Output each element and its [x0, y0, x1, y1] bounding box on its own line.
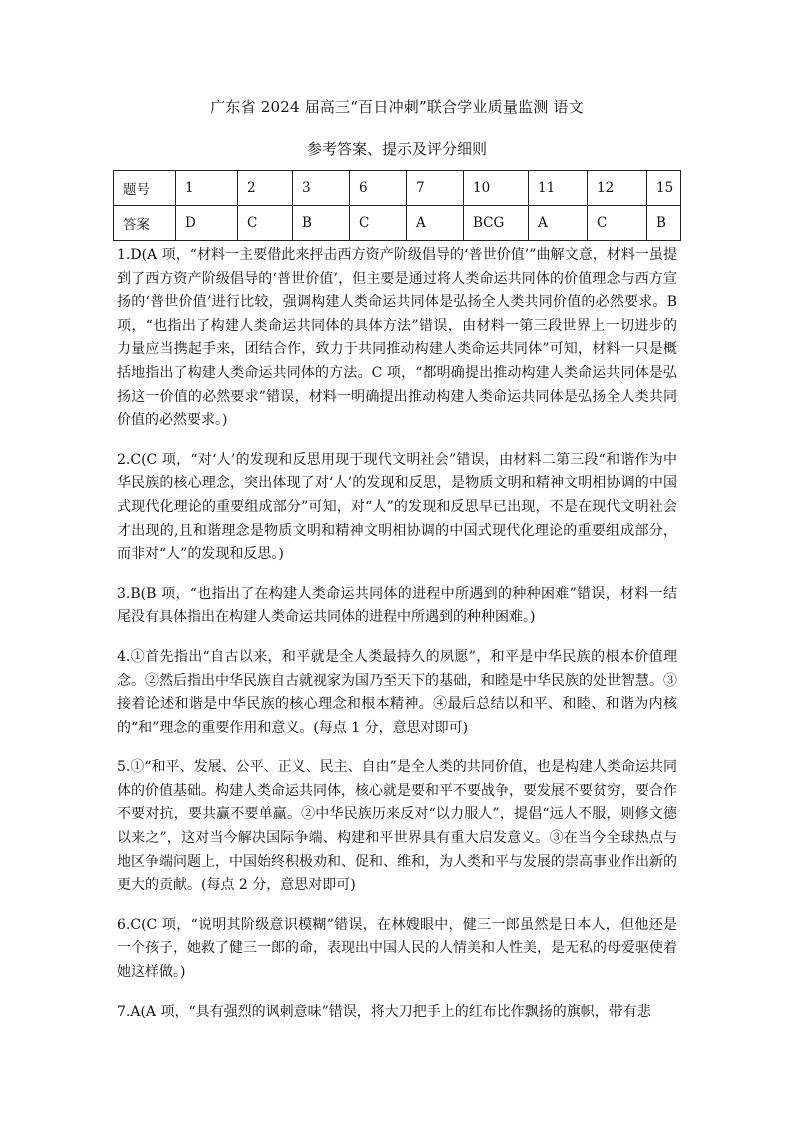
table-cell: 7	[407, 171, 464, 206]
table-cell: C	[350, 206, 407, 241]
explanation-paragraph: 1.D(A 项，“材料一主要借此来抨击西方资产阶级倡导的‘普世价值’”曲解文意，材料一虽提到了西方资产阶级倡导的‘普世价值’，但主要是通过将人类命运共同体的价值理念与西方宣扬的‘普世价值’进行比较，强调构建人类命运共同体是弘扬全人类共同价值的必然要求。B 项，“也指出了构建人类命运共同体的具体方法”错误，由材料一第三段世界上一切进步的力量应当携起手来，团结合作，致力于共同推动构建人类命运共同体”可知，材料一只是概括地指出了构建人类命运共同体的方法。C 项，“都明确提出推动构建人类命运共同体是弘扬这一价值的必然要求”错误，材料一明确提出推动构建人类命运共同体是弘扬全人类共同价值的必然要求。)	[117, 247, 677, 429]
table-cell: 2	[238, 171, 293, 206]
table-cell: B	[647, 206, 681, 241]
explanation-paragraph: 2.C(C 项，“对‘人’的发现和反思用现于现代文明社会”错误，由材料二第三段“和谐作为中华民族的核心理念，突出体现了对‘人’的发现和反思，是物质文明和精神文明相协调的中国式现代化理论的重要组成部分”可知，对“人”的发现和反思早已出现，不是在现代文明社会才出现的,且和谐理念是物质文明和精神文明相协调的中国式现代化理论的重要组成部分，而非对“人”的发现和反思。)	[117, 451, 677, 563]
table-cell: B	[293, 206, 350, 241]
page-title: 广东省 2024 届高三“百日冲刺”联合学业质量监测 语文	[210, 98, 584, 116]
table-cell: 15	[647, 171, 681, 206]
page-subtitle: 参考答案、提示及评分细则	[306, 140, 487, 158]
table-cell: 3	[293, 171, 350, 206]
table-cell: A	[407, 206, 464, 241]
table-cell: 6	[350, 171, 407, 206]
table-cell: C	[588, 206, 647, 241]
table-cell: 11	[529, 171, 588, 206]
explanation-paragraph: 7.A(A 项，“具有强烈的讽刺意味”错误，将大刀把手上的红布比作飘扬的旗帜，带有悲	[117, 1003, 651, 1020]
table-row-question-numbers	[114, 171, 681, 206]
table-header-cell: 题号	[114, 171, 176, 206]
answer-table	[113, 170, 681, 241]
table-row-answers	[114, 206, 681, 241]
explanation-paragraph: 6.C(C 项，“说明其阶级意识模糊”错误，在林嫂眼中，健三一郎虽然是日本人，但他还是一个孩子，她救了健三一郎的命，表现出中国人民的人情美和人性美，是无私的母爱驱使着她这样做。)	[117, 916, 677, 981]
table-cell: 12	[588, 171, 647, 206]
table-cell: D	[176, 206, 238, 241]
explanation-paragraph: 5.①“和平、发展、公平、正义、民主、自由”是全人类的共同价值，也是构建人类命运共同体的价值基础。构建人类命运共同体，核心就是要和平不要战争，要发展不要贫穷，要合作不要对抗，要共赢不要单赢。②中华民族历来反对“以力服人”，提倡“远人不服，则修文德以来之”，这对当今解决国际争端、构建和平世界具有重大启发意义。③在当今全球热点与地区争端问题上，中国始终积极劝和、促和、维和，为人类和平与发展的崇高事业作出新的更大的贡献。(每点 2 分，意思对即可)	[117, 759, 677, 894]
answer-explanations	[117, 244, 677, 1040]
explanation-paragraph: 3.B(B 项，“也指出了在构建人类命运共同体的进程中所遇到的种种困难”错误，材料一结尾没有具体指出在构建人类命运共同体的进程中所遇到的种种困难。)	[117, 585, 677, 626]
explanation-paragraph: 4.①首先指出“自古以来，和平就是全人类最持久的夙愿”，和平是中华民族的根本价值理念。②然后指出中华民族自古就视家为国乃至天下的基础，和睦是中华民族的处世智慧。③接着论述和谐是中华民族的核心理念和根本精神。④最后总结以和平、和睦、和谐为内核的“和”理念的重要作用和意义。(每点 1 分，意思对即可)	[117, 648, 677, 736]
table-cell: BCG	[464, 206, 529, 241]
table-cell: 1	[176, 171, 238, 206]
table-cell: C	[238, 206, 293, 241]
table-cell: 10	[464, 171, 529, 206]
table-cell: A	[529, 206, 588, 241]
table-header-cell: 答案	[114, 206, 176, 241]
